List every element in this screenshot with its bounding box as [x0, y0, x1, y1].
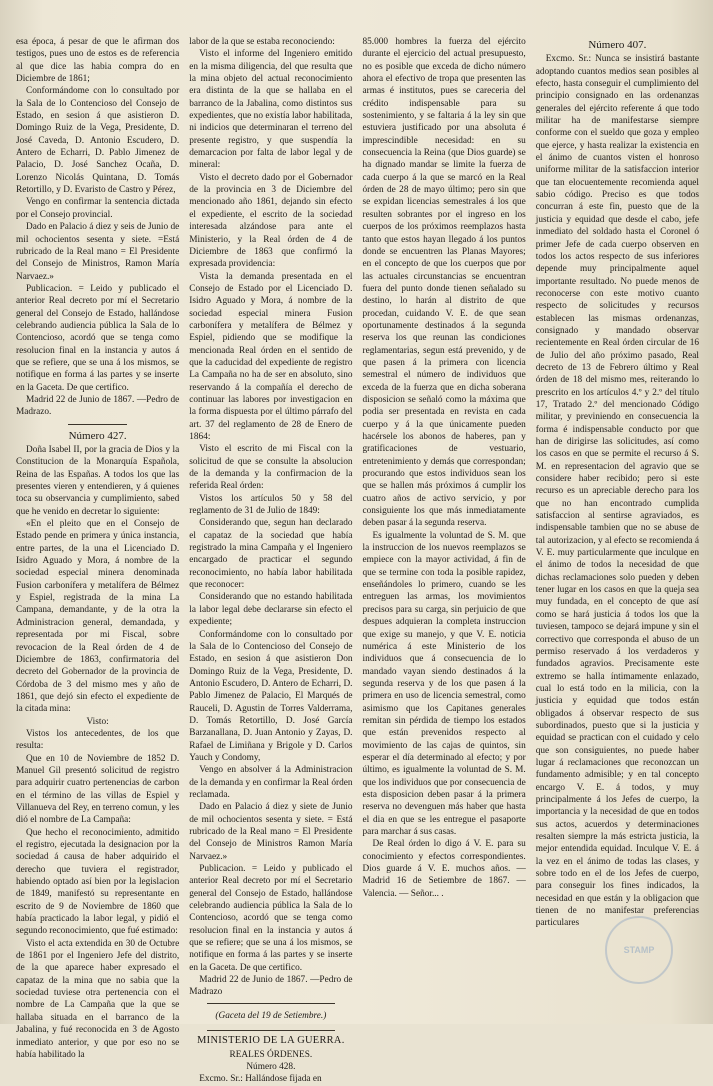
paragraph: Que hecho el reconocimiento, admitido el registro, ejecutada la designacion por la sociedad á causa de haber adquirido el derecho que tuviera el registrador, habiendo optado así bien por la legislacion de 1849, manifestó su representante en escrito de 9 de Noviembre de 1860 que había practicado la labor legal, y pidió el segundo reconocimiento, que fué estimado: — [16, 827, 180, 937]
paragraph: Doña Isabel II, por la gracia de Dios y la Constitucion de la Monarquía Española, Reina de las Españas. A todos los que las presentes vieren y entendieren, y á quienes toca su observancia y cumplimiento, sabed que he venido en decretar lo siguiente: — [16, 445, 180, 517]
paragraph: Vista la demanda presentada en el Consejo de Estado por el Licenciado D. Isidro Aguado y Mora, á nombre de la sociedad especial minera Fusion carbonífera y metalífera de Bélmez y Espiel, pidiendo que se modifique la mencionada Real órden en el sentido de que la caducidad del expediente de registro La Campaña no ha de ser en absoluto, sino reservando á la compañía el derecho de continuar las labores por investigacion en la forma dispuesta por el último párrafo del art. 37 del reglamento de 28 de Enero de 1864: — [189, 271, 353, 442]
signature-line: Madrid 22 de Junio de 1867. —Pedro de Madrazo — [189, 975, 353, 998]
paragraph: Dado en Palacio á diez y seis de Junio de mil ochocientos sesenta y siete. =Está rubricado de la Real mano = El Presidente del Consejo de Ministros, Ramon María Narvaez.» — [16, 222, 180, 282]
paragraph: Excmo. Sr.: Nunca se insistirá bastante adoptando cuantos medios sean posibles al efecto, hasta conseguir el cumplimiento del principio consignado en las ordenanzas generales del ejército referente á que todo militar ha de manifestarse siempre conforme con el sueldo que goza y empleo que ejerce, y hasta realizar la existencia en el ánimo de cuantos visten el honroso uniforme militar de la satisfaccion interior que tan elocuentemente recomienda aquel sabio código. Preciso es que todos concurran á este fin, puesto que de la justicia y equidad que desde el cabo, jefe inmediato del soldado hasta el Coronel ó primer Jefe de cada cuerpo observen en todos los actos respecto de sus inferiores depende muy principalmente aquel importante resultado. No puede menos de reconocerse con este motivo cuanto respecto de solicitudes y recursos establecen las mismas ordenanzas, consignado y mandado observar recientemente en Real órden circular de 16 de Julio del año próximo pasado, Real decreto de 13 de Febrero último y Real órden de 18 del mismo mes, reiterando lo prescrito en los artículos 4.º y 2.º del título 17, Tratado 2.º del mencionado Código militar, y previniendo en consecuencia la forma é indispensable conducto por que han de dirigirse las solicitudes, así como los casos en que se permite el recurso á S. M. en representacion del agravio que se considere haber recibido; pero si este recurso es un apreciable derecho para los que no han encontrado cumplida satisfaccion al sentirse agraviados, es indispensable tambien que no se abuse de tal autorizacion, y al efecto se recomienda á V. E. muy particularmente que inculque en el ánimo de todos la necesidad de que dichas reclamaciones solo pueden y deben tener lugar en los casos en que la queja sea muy fundada, en el concepto de que así como se hará justicia á todos los que la tuviesen, tampoco se dejará impune y sin el correctivo que corresponda el abuso de un permiso reservado á los verdaderos y fundados agravios. Precisamente este extremo se halla íntimamente enlazado, cual lo está todo en la milicia, con la justicia y equidad que todos están obligados á observar respecto de sus subordinados, puesto que si la justicia y equidad se practican con el cuidado y celo que son consiguientes, no puede haber lugar á reclamaciones que reconozcan un fundamento admisible; y en tal concepto encargo V. E. á todos, y muy principalmente á los Jefes de cuerpo, la importancia y la necesidad de que en todos sus actos, acuerdos y determinaciones resalten siempre la más estricta justicia, la mejor entendida equidad. Inculque V. E. á la vez en el ánimo de todas las clases, y sobre todo en el de los Jefes de cuerpo, para conseguir los fines indicados, la necesidad en que están y la obligacion que tienen de no manifestar preferencias particulares — [535, 54, 699, 929]
paragraph: Que en 10 de Noviembre de 1852 D. Manuel Gil presentó solicitud de registro para adquirir cuatro pertenencias de carbon en el término de las villas de Espiel y Villanueva del Rey, en terreno comun, y les dió el nombre de La Campaña: — [16, 753, 180, 826]
paragraph: Visto el acta extendida en 30 de Octubre de 1861 por el Ingeniero Jefe del distrito, de la que aparece haber expresado el capataz de la mina que no sabia que la sociedad tuviese otra pertenencia con el nombre de La Campaña que la que se hallaba situada en el barranco de la Jabalina, y fué reconocida en 3 de Agosto inmediato anterior, y que por eso no se había habilitado la — [16, 938, 180, 1060]
paragraph: Conformándome con lo consultado por la Sala de lo Contencioso del Consejo de Estado, en sesion á que asistieron D. Domingo Ruiz de la Vega, Presidente, D. José Caveda, D. Antonio Escudero, D. Antero de Echarri, D. Pablo Jimenez de Palacio, D. José Sanchez Ocaña, D. Lorenzo Nicolás Quintana, D. Tomás Retortillo, y D. Evaristo de Castro y Pérez, — [16, 86, 180, 196]
paragraph: esa época, á pesar de que le afirman dos testigos, pues uno de estos es de referencia al que dice las habia compra do en Diciembre de 1861; — [16, 37, 180, 85]
paragraph: labor de la que se estaba reconociendo: — [189, 37, 335, 47]
paragraph: Visto el escrito de mi Fiscal con la solicitud de que se consulte la absolucion de la demanda y la confirmacion de la referida Real órden: — [189, 444, 353, 492]
divider — [207, 1030, 334, 1031]
paragraph: Vengo en confirmar la sentencia dictada por el Consejo provincial. — [16, 197, 180, 220]
paragraph: Excmo. Sr.: Hallándose fijada en — [199, 1074, 322, 1085]
order-number-heading: Número 407. — [588, 39, 647, 51]
paragraph: Vistos los antecedentes, de los que resulta: — [16, 728, 180, 752]
paragraph: Es igualmente la voluntad de S. M. que la instruccion de los nuevos reemplazos se empiece con la mayor actividad, á fin de que se termine con toda la posible rapidez, enseñándoles lo primero, cuando se les entreguen las armas, los movimientos precisos para su carga, sin perjuicio de que despues adquieran la completa instruccion que exige su manejo, y que V. E. noticia numérica á este Ministerio de los individuos que á consecuencia de lo mandado vayan siendo destinados á la segunda reserva y de los que pasen á la primera en uso de licencia semestral, como asimismo que los Capitanes generales remitan sin pérdida de tiempo los estados que están prevenidos respecto al movimiento de las cajas de quintos, sin esperar el día determinado al efecto; y por último, es igualmente la voluntad de S. M. que los individuos que por consecuencia de esta disposicion deben pasar á la primera reserva no devenguen más haber que hasta el dia en que se les entregue el pasaporte para marchar á sus casas. — [362, 530, 526, 837]
decree-number-heading: Número 427. — [68, 429, 127, 442]
paragraph: Publicacion. = Leido y publicado el anterior Real decreto por mí el Secretario general del Consejo de Estado, hallándose celebrando audiencia pública la Sala de lo Contencioso, acordó que se tenga como resolucion final en la instancia y autos á que se refiere; que se una á los mismos, se notifique en forma á las partes y se inserte en la Gaceta. De que certifico. — [189, 864, 353, 973]
paragraph: Visto: — [86, 716, 109, 727]
text-columns — [16, 36, 699, 1085]
paragraph: Vengo en absolver á la Administracion de la demanda y en confirmar la Real órden reclamada. — [189, 765, 353, 800]
paragraph: Visto el informe del Ingeniero emitido en la misma diligencia, del que resulta que la mina objeto del actual reconocimiento era distinta de la que se hallaba en el barranco de la Jabalina, como distintos sus expedientes, que no existía labor habilitada, ni indicios que determinaran el terreno del presente registro, y que suspendía la demarcacion por falta de labor legal y de mineral: — [189, 49, 353, 171]
library-stamp: STAMP — [605, 916, 673, 984]
paragraph: 85.000 hombres la fuerza del ejército durante el ejercicio del actual presupuesto, no es posible que exceda de dicho número ahora el efectivo de tropa que presenten las armas é institutos, pues se careceria del crédito indispensable para su sostenimiento, y se faltaria á la ley sin que estuviera justificado por una absoluta é imprescindible necesidad: en su consecuencia la Reina (que Dios guarde) se ha dignado mandar se limite la fuerza de cada cuerpo á la que se marcó en la Real órden de 28 de mayo último; pero sin que se expidan licencias semestrales á los que resulten sobrantes por el ingreso en los cuerpos de los próximos reemplazos hasta tanto que estos hayan llegado á los puntos donde se encuentren las Planas Mayores; en el concepto de que los cuerpos que por las actuales circunstancias se encuentran fuera del punto donde tienen señalado su destino, lo harán al distrito de que procedan, cuidando V. E. de que sean oportunamente destinados á la segunda reserva los que reunan las condiciones reglamentarias, segun está prevenido, y de que pasen á la primera con licencia semestral el número de individuos que exceda de la fuerza que en dicha soberana disposicion se señaló como la máxima que podia ser presentada en revista en cada cuerpo y á la que únicamente pueden hacérsele los abonos de haberes, pan y gratificaciones de vestuario, entretenimiento y demás que correspondan; procurando que estos individuos sean los que se hallen más próximos á cumplir los cuatro años de activo servicio, y por consiguiente los que más inmediatamente deben pasar á la segunda reserva. — [362, 37, 526, 529]
divider — [207, 1003, 334, 1004]
divider — [68, 424, 127, 425]
paragraph: Visto el decreto dado por el Gobernador de la provincia en 3 de Diciembre del mencionado año 1861, dejando sin efecto el expediente, el escrito de la sociedad interesada alzándose para ante el Ministerio, y la Real órden de 4 de Diciembre de 1863 que confirmó la expresada providencia: — [189, 172, 353, 270]
column-3 — [363, 36, 526, 1014]
gaceta-reference: (Gaceta del 19 de Setiembre.) — [215, 1010, 327, 1021]
column-2 — [189, 36, 353, 1085]
order-number-heading: Número 428. — [246, 1061, 296, 1072]
paragraph: Vistos los artículos 50 y 58 del reglamento de 31 de Julio de 1849: — [189, 493, 353, 517]
paragraph: Publicacion. = Leido y publicado el anterior Real decreto por mí el Secretario general del Consejo de Estado, hallándose celebrando audiencia pública la Sala de lo Contencioso, acordó que se tenga como resolucion final en la instancia y autos á que se refiere, que se una á los mismos, se notifique en forma á las partes y se inserte en la Gaceta. De que certifico. — [16, 283, 180, 393]
signature-line: Madrid 22 de Junio de 1867. —Pedro de Madrazo. — [16, 394, 180, 418]
paragraph: «En el pleito que en el Consejo de Estado pende en primera y única instancia, entre partes, de la una el Licenciado D. Isidro Aguado y Mora, á nombre de la sociedad especial minera denominada Fusion carbonífera y metalífera de Bélmez y Espiel, registrada de la mina La Campana, demandante, y de la otra la Administracion general, demandada, y representada por mi Fiscal, sobre revocacion de la Real órden de 4 de Diciembre de 1863, confirmatoria del decreto del Gobernador de la provincia de Córdoba de 3 del mismo mes y año de 1861, que dejó sin efecto el expediente de la citada mina: — [16, 519, 180, 715]
column-1 — [16, 36, 180, 1060]
paragraph: Conformándome con lo consultado por la Sala de lo Contencioso del Consejo de Estado, en sesion á que asistieron Don Domingo Ruiz de la Vega, Presidente, D. Antonio Escudero, D. Antero de Echarri, D. Pablo Jimenez de Palacio, El Marqués de Rauceli, D. Agustin de Torres Valderrama, D. Tomás Retortillo, D. José García Barzanallana, D. Juan Antonio y Zayas, D. Rafael de Limiñana y Brigole y D. Carlos Yauch y Condomy, — [189, 629, 353, 763]
section-subheading: REALES ÓRDENES. — [229, 1049, 313, 1060]
paragraph: Considerando que no estando habilitada la labor legal debe declararse sin efecto el expediente; — [189, 592, 353, 628]
ministry-heading: MINISTERIO DE LA GUERRA. — [197, 1035, 345, 1047]
paragraph: De Real órden lo digo á V. E. para su conocimiento y efectos correspondientes. Dios guarde á V. E. muchos años. —Madrid 16 de Setiembre de 1867. —Valencia. — Señor... . — [362, 839, 526, 899]
paragraph: Dado en Palacio á diez y siete de Junio de mil ochocientos sesenta y siete. = Está rubricado de la Real mano = El Presidente del Consejo de Ministros Ramon María Narvaez.» — [189, 802, 353, 862]
column-4 — [536, 36, 699, 1014]
paragraph: Considerando que, segun han declarado el capataz de la sociedad que había registrado la mina Campaña y el Ingeniero encargado de practicar el segundo reconocimiento, no había labor habilitada que reconocer: — [189, 518, 353, 591]
